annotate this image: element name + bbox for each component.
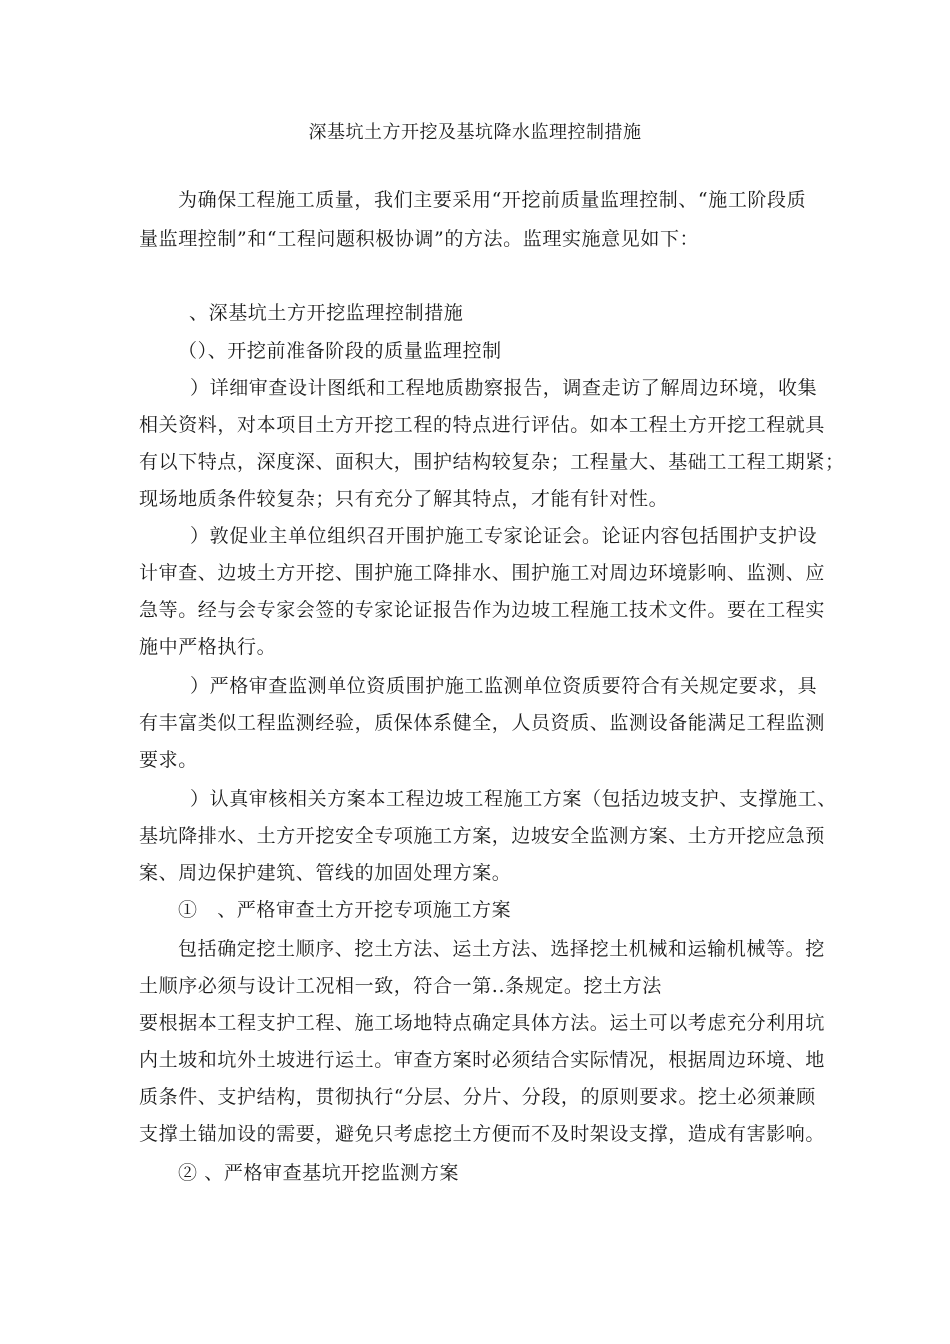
paragraph-line: 基坑降排水、土方开挖安全专项施工方案，边坡安全监测方案、土方开挖应急预 xyxy=(139,825,826,847)
paragraph-line: ）严格审查监测单位资质围护施工监测单位资质要符合有关规定要求，具 xyxy=(190,675,818,697)
subsection-heading: （）、开挖前准备阶段的质量监理控制 xyxy=(178,340,502,362)
paragraph-line: ）敦促业主单位组织召开围护施工专家论证会。论证内容包括围护支护设 xyxy=(190,525,818,547)
paragraph-line: 土顺序必须与设计工况相一致，符合一第..条规定。挖土方法 xyxy=(139,975,662,997)
paragraph-line: 施中严格执行。 xyxy=(139,636,277,658)
paragraph-line: ）认真审核相关方案本工程边坡工程施工方案（包括边坡支护、支撑施工、 xyxy=(190,788,837,810)
paragraph-line: ）详细审查设计图纸和工程地质勘察报告，调查走访了解周边环境，收集 xyxy=(190,377,818,399)
document-title: 深基坑土方开挖及基坑降水监理控制措施 xyxy=(308,122,642,143)
paragraph-line: 现场地质条件较复杂；只有充分了解其特点，才能有针对性。 xyxy=(139,488,669,510)
paragraph-line: 支撑土锚加设的需要，避免只考虑挖土方便而不及时架设支撑，造成有害影响。 xyxy=(139,1123,826,1145)
paragraph-line: 计审查、边坡土方开挖、围护施工降排水、围护施工对周边环境影响、监测、应 xyxy=(139,562,826,584)
numbered-heading: ① 、严格审查土方开挖专项施工方案 xyxy=(178,899,512,921)
paragraph-line: 内土坡和坑外土坡进行运土。审查方案时必须结合实际情况，根据周边环境、地 xyxy=(139,1049,826,1071)
numbered-heading: ② 、严格审查基坑开挖监测方案 xyxy=(178,1162,460,1184)
paragraph-line: 案、周边保护建筑、管线的加固处理方案。 xyxy=(139,862,512,884)
paragraph-line: 质条件、支护结构，贯彻执行“分层、分片、分段，的原则要求。挖土必须兼顾 xyxy=(139,1086,816,1108)
section-heading: 、深基坑土方开挖监理控制措施 xyxy=(189,302,464,324)
paragraph-line: 为确保工程施工质量，我们主要采用“开挖前质量监理控制、“施工阶段质 xyxy=(178,189,807,211)
paragraph-line: 急等。经与会专家会签的专家论证报告作为边坡工程施工技术文件。要在工程实 xyxy=(139,599,826,621)
paragraph-line: 包括确定挖土顺序、挖土方法、运土方法、选择挖土机械和运输机械等。挖 xyxy=(178,938,825,960)
paragraph-line: 相关资料，对本项目土方开挖工程的特点进行评估。如本工程土方开挖工程就具 xyxy=(139,414,826,436)
paragraph-line: 有以下特点，深度深、面积大，围护结构较复杂；工程量大、基础工工程工期紧； xyxy=(139,451,845,473)
paragraph-line: 量监理控制”和“工程问题积极协调”的方法。监理实施意见如下： xyxy=(139,228,700,250)
paragraph-line: 有丰富类似工程监测经验，质保体系健全，人员资质、监测设备能满足工程监测 xyxy=(139,712,826,734)
paragraph-line: 要求。 xyxy=(139,749,198,771)
paragraph-line: 要根据本工程支护工程、施工场地特点确定具体方法。运土可以考虑充分利用坑 xyxy=(139,1012,826,1034)
